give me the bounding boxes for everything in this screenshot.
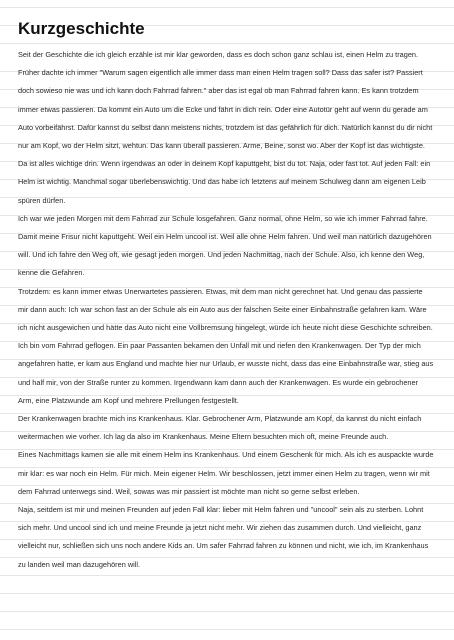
paragraph: Ich bin vom Fahrrad geflogen. Ein paar Passanten bekamen den Unfall mit und riefen den Krankenwagen. Der Typ der mich angefahren hatte, er kam aus England und machte hier nur Urlaub, er wusste nicht, dass das eine Einbahnstraße war, stieg aus und half mir, von der Straße runter zu kommen. Irgendwann kam dann auch der Krankenwagen. Es wurde ein gebrochener Arm, eine Platzwunde am Kopf und mehrere Prellungen festgestellt. xyxy=(18,341,434,405)
paragraph: Ich war wie jeden Morgen mit dem Fahrrad zur Schule losgefahren. Ganz normal, ohne Helm, so wie ich immer Fahrrad fahre. Damit meine Frisur nicht kaputtgeht. Weil ein Helm uncool ist. Weil alle ohne Helm fahren. Und weil man natürlich dazugehören will. Und ich fahre den Weg oft, wie gesagt jeden morgen. Und jeden Nachmittag, nach der Schule. Also, ich kenne den Weg, kenne die Gefahren. xyxy=(18,213,432,278)
paragraph: Naja, seitdem ist mir und meinen Freunden auf jeden Fall klar: lieber mit Helm fahren und "uncool" sein als zu sterben. Lohnt sich mehr. Und uncool sind ich und meine Freunde ja jetzt nicht mehr. Wir ziehen das zusammen durch. Und vielleicht, ganz vielleicht nur, schließen sich uns noch andere Kids an. Um safer Fahrrad fahren zu können und nicht, wie ich, im Krankenhaus zu landen weil man dazugehören will. xyxy=(18,505,429,569)
paragraph: Seit der Geschichte die ich gleich erzähle ist mir klar geworden, dass es doch schon ganz schlau ist, einen Helm zu tragen. Früher dachte ich immer "Warum sagen eigentlich alle immer dass man einen Helm tragen soll? Dass das safer ist? Passiert doch sowieso nie was und ich kann doch Fahrrad fahren." aber das ist egal ob man Fahrrad fahren kann. Es kann trotzdem immer etwas passieren. Da kommt ein Auto um die Ecke und fährt in dich rein. Oder eine Autotür geht auf wenn du gerade am Auto vorbeifährst. Dafür kannst du selbst dann meistens nichts, trotzdem ist das gefährlich für dich. Natürlich kannst du dir nicht nur am Kopf, wo der Helm sitzt, wehtun. Das kann überall passieren. Arme, Beine, sonst wo. Aber der Kopf ist das wichtigste. Da ist alles wichtige drin. Wenn irgendwas an oder in deinem Kopf kaputtgeht, bist du tot. Naja, oder fast tot. Auf jeden Fall: ein Helm ist wichtig. Manchmal sogar überlebenswichtig. Und das habe ich letztens auf meinem Schulweg dann am eigenen Leib spüren dürfen. xyxy=(18,50,433,205)
paragraph: Eines Nachmittags kamen sie alle mit einem Helm ins Krankenhaus. Und einem Geschenk für mich. Als ich es auspackte wurde mir klar: es war noch ein Helm. Für mich. Mein eigener Helm. Wir beschlossen, jetzt immer einen Helm zu tragen, wenn wir mit dem Fahrrad unterwegs sind. Weil, sowas was mir passiert ist möchte man nicht so gerne selbst erleben. xyxy=(18,450,434,496)
document-body xyxy=(18,46,434,574)
paragraph: Trotzdem: es kann immer etwas Unerwartetes passieren. Etwas, mit dem man nicht gerechnet hat. Und genau das passierte mir dann auch: Ich war schon fast an der Schule als ein Auto aus der falschen Seite einer Einbahnstraße gefahren kam. Wäre ich nicht ausgewichen und hätte das Auto nicht eine Vollbremsung hingelegt, würde ich heute nicht diese Geschichte schreiben. xyxy=(18,286,433,333)
paragraph: Der Krankenwagen brachte mich ins Krankenhaus. Klar. Gebrochener Arm, Platzwunde am Kopf, da kannst du nicht einfach weitermachen wie vorher. Ich lag da also im Krankenhaus. Meine Eltern besuchten mich oft, meine Freunde auch. xyxy=(18,414,422,442)
document-title: Kurzgeschichte xyxy=(18,19,145,38)
